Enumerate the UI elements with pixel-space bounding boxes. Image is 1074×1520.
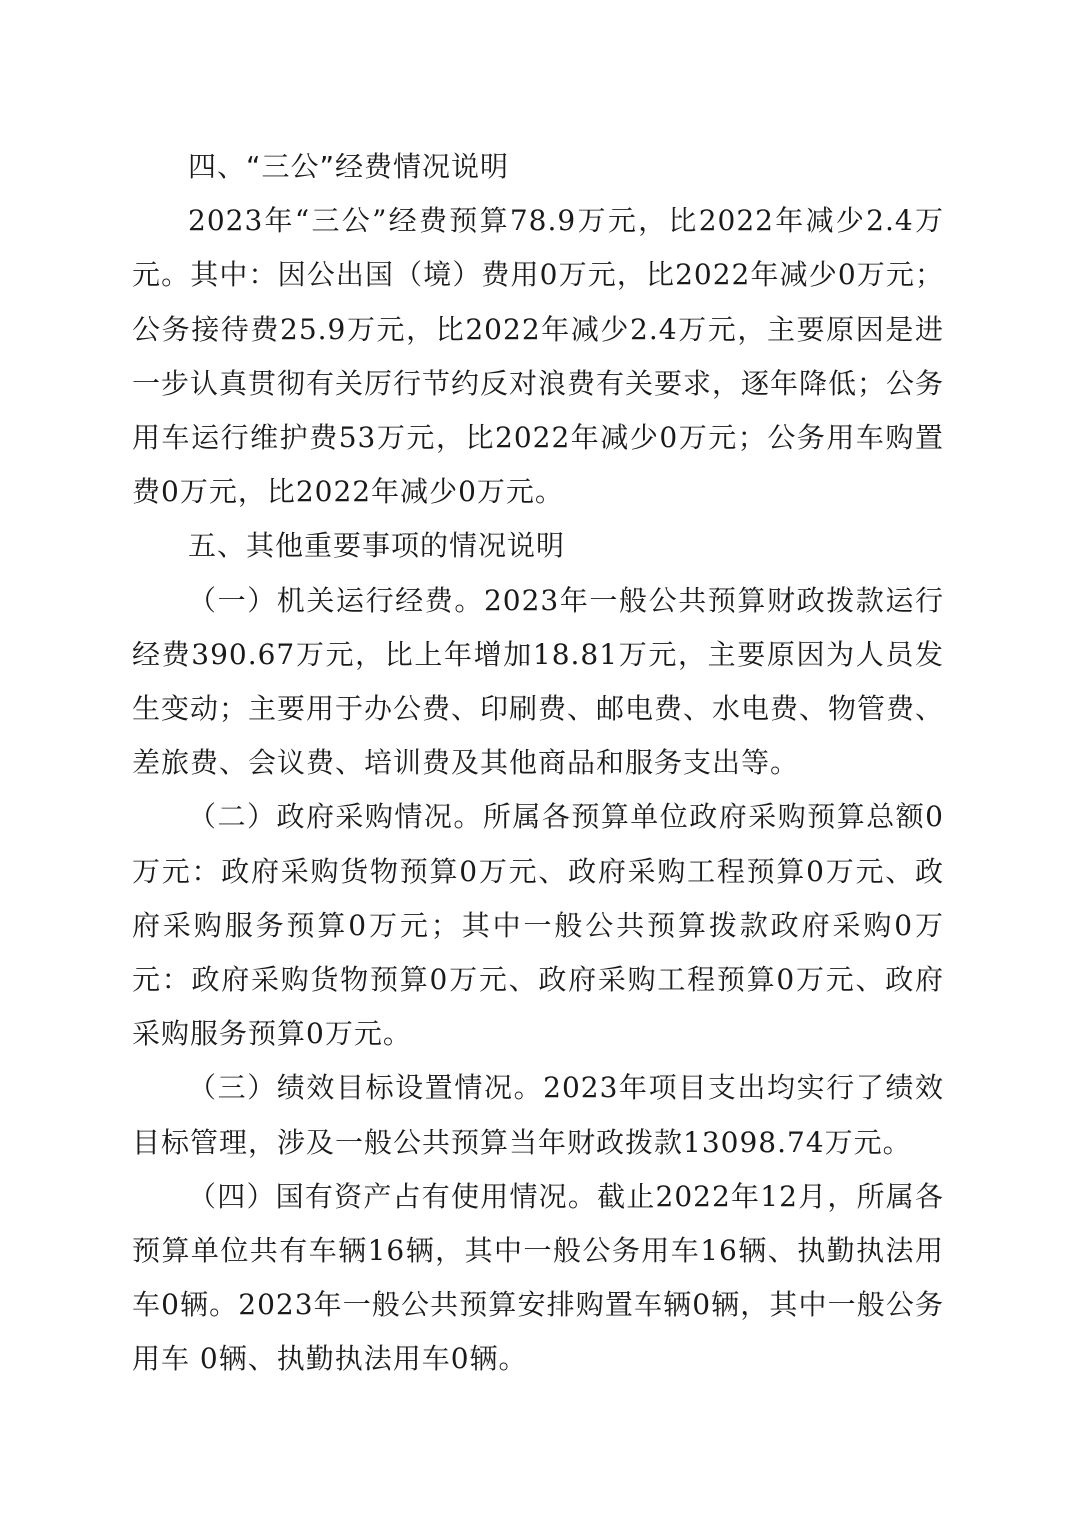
paragraph-operating-expenses: （一）机关运行经费。2023年一般公共预算财政拨款运行经费390.67万元，比上年增加18.81万元，主要原因为人员发生变动；主要用于办公费、印刷费、邮电费、水电费、物管费、差旅费、会议费、培训费及其他商品和服务支出等。: [132, 583, 945, 780]
section-heading-other-matters: 五、其他重要事项的情况说明: [188, 529, 566, 563]
paragraph-performance-targets: （三）绩效目标设置情况。2023年项目支出均实行了绩效目标管理，涉及一般公共预算当年财政拨款13098.74万元。: [132, 1071, 944, 1159]
paragraph-san-gong-budget: 2023年“三公”经费预算78.9万元，比2022年减少2.4万元。其中：因公出国（境）费用0万元，比2022年减少0万元；公务接待费25.9万元，比2022年减少2.4万元，主要原因是进一步认真贯彻有关厉行节约反对浪费有关要求，逐年降低；公务用车运行维护费53万元，比2022年减少0万元；公务用车购置费0万元，比2022年减少0万元。: [132, 204, 945, 509]
section-heading-san-gong: 四、“三公”经费情况说明: [188, 150, 510, 183]
paragraph-state-assets: （四）国有资产占有使用情况。截止2022年12月，所属各预算单位共有车辆16辆，其中一般公务用车16辆、执勤执法用车0辆。2023年一般公共预算安排购置车辆0辆，其中一般公务用车 0辆、执勤执法用车0辆。: [132, 1179, 944, 1376]
document-page: [132, 140, 944, 1387]
paragraph-government-procurement: （二）政府采购情况。所属各预算单位政府采购预算总额0万元：政府采购货物预算0万元、政府采购工程预算0万元、政府采购服务预算0万元；其中一般公共预算拨款政府采购0万元：政府采购货物预算0万元、政府采购工程预算0万元、政府采购服务预算0万元。: [132, 800, 944, 1051]
